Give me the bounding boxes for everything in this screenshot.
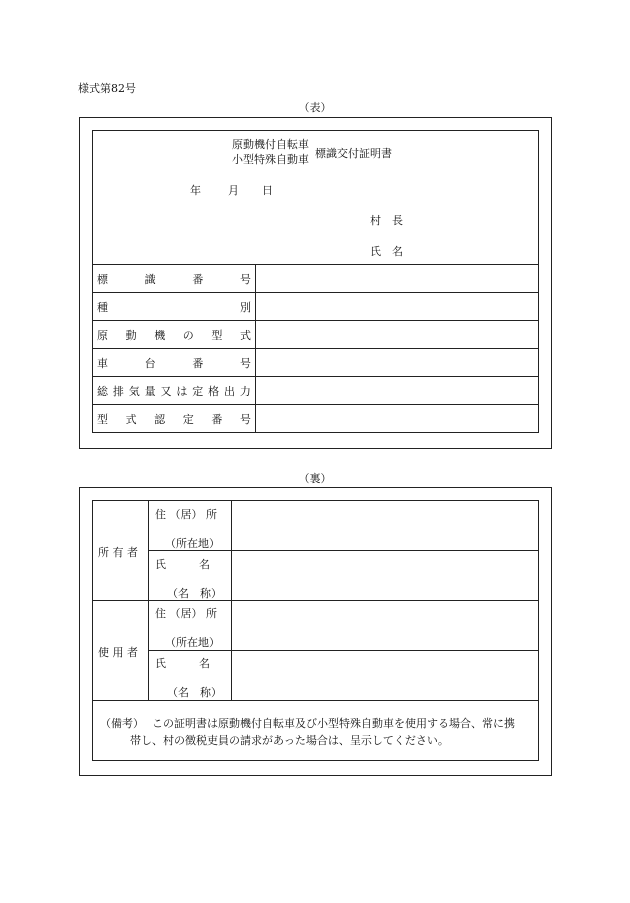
label-char: 動 (125, 329, 137, 342)
label-char: 機 (154, 329, 166, 342)
table-top-rule (92, 264, 539, 265)
label-char: 認 (154, 413, 166, 426)
date-year: 年 (190, 184, 201, 197)
row-label-displacement-or-output (97, 383, 251, 399)
row-label-vehicle-type (97, 299, 251, 315)
label-char: 号 (239, 413, 251, 426)
front-side-label: （表） (298, 101, 332, 114)
label-char: 排 (112, 385, 124, 398)
user-label: 使 用 者 (98, 646, 138, 659)
row-divider (92, 320, 539, 321)
label-char: 番 (211, 413, 223, 426)
back-side-label: （裏） (298, 472, 332, 485)
remarks-line-2: 帯し、村の徴税吏員の請求があった場合は、呈示してください。 (130, 734, 449, 747)
label-char: 原 (97, 329, 108, 342)
remarks (100, 715, 540, 749)
owner-address-label: 住 （居） 所 (155, 508, 217, 521)
owner-address-sub: （所在地） (165, 537, 220, 550)
user-name-label: 氏 名 (155, 657, 210, 670)
label-char: 標 (97, 273, 108, 286)
section-divider (92, 600, 539, 601)
label-char: 出 (224, 385, 235, 398)
date-day: 日 (262, 184, 273, 197)
label-char: 力 (239, 385, 251, 398)
column-divider (255, 264, 256, 433)
row-divider (148, 650, 539, 651)
row-divider (92, 376, 539, 377)
label-char: 式 (125, 413, 137, 426)
owner-label: 所 有 者 (98, 546, 138, 559)
owner-name-sub: （名 称） (167, 587, 222, 600)
title-line-special-vehicle: 小型特殊自動車 (232, 153, 309, 166)
label-char: 型 (97, 413, 108, 426)
remarks-divider (92, 700, 539, 701)
row-divider (92, 292, 539, 293)
label-char: の (182, 329, 194, 342)
label-char: 型 (211, 329, 223, 342)
label-char: 番 (192, 357, 204, 370)
user-address-label: 住 （居） 所 (155, 607, 217, 620)
label-char: 式 (239, 329, 251, 342)
row-divider (92, 348, 539, 349)
label-char: 別 (240, 301, 251, 314)
label-char: 気 (128, 385, 140, 398)
certificate-title-suffix: 標識交付証明書 (315, 147, 392, 160)
label-char: 格 (208, 385, 220, 398)
label-char: 定 (192, 385, 204, 398)
user-name-sub: （名 称） (167, 686, 222, 699)
label-char: 台 (144, 357, 156, 370)
form-number: 様式第82号 (78, 82, 136, 95)
row-label-engine-model (97, 327, 251, 343)
row-label-chassis-number (97, 355, 251, 371)
label-char: 定 (182, 413, 194, 426)
label-char: 総 (97, 385, 108, 398)
row-label-plate-number (97, 271, 251, 287)
issuer-name-label: 氏 名 (370, 245, 403, 258)
certificate-title-vehicle-types (232, 137, 309, 167)
row-divider (92, 404, 539, 405)
label-char: 番 (192, 273, 204, 286)
issuer-title: 村 長 (370, 214, 403, 227)
label-char: 量 (144, 385, 156, 398)
owner-name-label: 氏 名 (155, 558, 210, 571)
title-line-moped: 原動機付自転車 (232, 138, 309, 151)
label-char: 又 (160, 385, 172, 398)
date-month: 月 (228, 184, 239, 197)
remarks-label: （備考） (100, 717, 144, 730)
label-char: 号 (239, 273, 251, 286)
row-label-type-approval-number (97, 411, 251, 427)
label-char: 車 (97, 357, 108, 370)
label-char: 号 (239, 357, 251, 370)
remarks-line-1: この証明書は原動機付自転車及び小型特殊自動車を使用する場合、常に携 (152, 717, 515, 730)
user-address-sub: （所在地） (165, 636, 220, 649)
label-char: は (176, 385, 188, 398)
label-char: 種 (97, 301, 108, 314)
label-char: 識 (144, 273, 156, 286)
